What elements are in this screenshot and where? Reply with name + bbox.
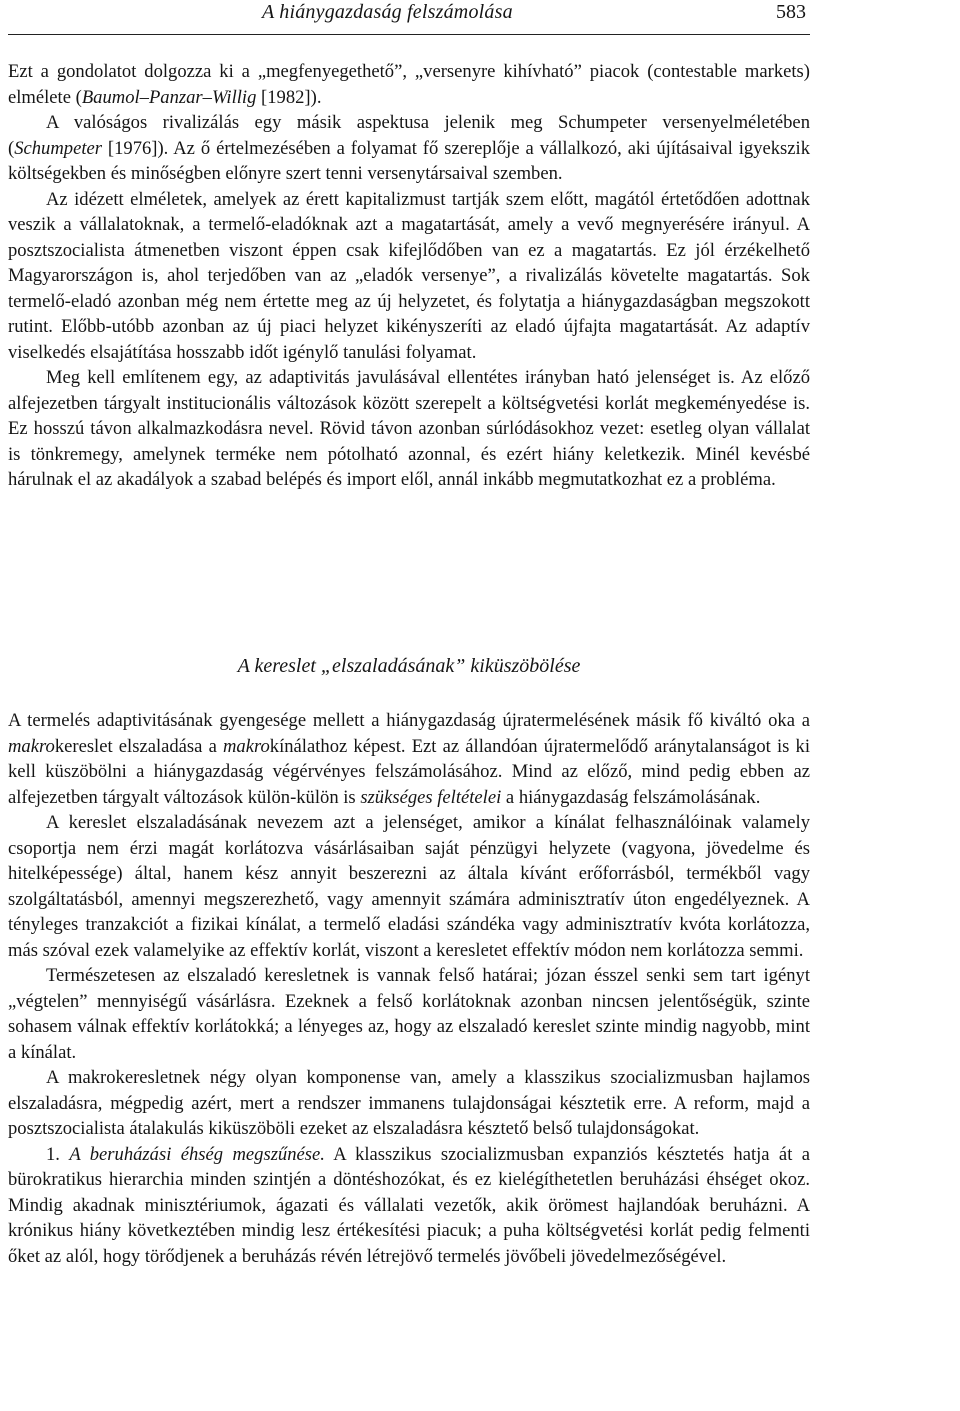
page-number: 583 (776, 1, 806, 23)
citation-author: Schumpeter (14, 137, 102, 159)
paragraph: A valóságos rivalizálás egy másik aspektusa jelenik meg Schumpeter versenyelméletében (Schumpeter [1976]). Az ő értelmezésében a folyamat fő szereplője a vállalkozó, aki újításaival igyekszik költségekben és minőségben előnyre szert tenni versenytársaival szemben. (8, 112, 810, 184)
paragraph: A makrokeresletnek négy olyan komponense van, amely a klasszikus szocializmusban hajlamos elszaladásra, mégpedig azért, mert a rendszer immanens tulajdonságai késztetik erre. A reform, majd a posztszocialista átalakulás kiküszöböli ezeket az elszaladásra késztető belső tulajdonságokat. (8, 1067, 810, 1139)
section-body-2 (8, 708, 810, 1269)
paragraph: A kereslet elszaladásának nevezem azt a jelenséget, amikor a kínálat felhasználóinak valamely csoportja nem érzi magát korlátozva vásárlásaiban saját pénzügyi helyzete (vagyona, jövedelme és hitelképessége) által, hanem kész annyit beszerezni az általa kívánt erőforrásból, termékből vagy szolgáltatásból, amennyi megszerezhető, vagy amennyit számára adminisztratív úton engedélyeznek. A tényleges tranzakciót a fizikai kínálat, a termelő eladási szándéka vagy adminisztratív kvóta korlátozza, más szóval ezek valamelyike az effektív korlát, viszont a keresletet effektív módon nem korlátozza semmi. (8, 812, 810, 961)
emphasis: szükséges feltételei (360, 786, 502, 808)
paragraph: Meg kell említenem egy, az adaptivitás javulásával ellentétes irányban ható jelenséget is. Az előző alfejezetben tárgyalt institucionális változások között szerepelt a költségvetési korlát megkeményedése is. Ez hosszú távon alkalmazkodásra nevel. Rövid távon azonban súrlódásokhoz vezet: esetleg olyan vállalat is tönkremegy, amelynek terméke nem pótolható azonnal, és ezért hiány keletkezik. Minél kevésbé hárulnak el az akadályok a szabad belépés és import elől, annál inkább megmutatkozhat ez a probléma. (8, 367, 810, 490)
paragraph: Ezt a gondolatot dolgozza ki a „megfenyegethető”, „versenyre kihívható” piacok (contestable markets) elmélete (Baumol–Panzar–Willig [1982]). (8, 61, 810, 108)
section-heading: A kereslet „elszaladásának” kiküszöbölése (237, 655, 581, 677)
paragraph: A termelés adaptivitásának gyengesége mellett a hiánygazdaság újratermelésének másik fő kiváltó oka a makrokereslet elszaladása a makrokínálathoz képest. Ezt az állandóan újratermelődő aránytalanságot is ki kell küszöbölni a hiánygazdaság végérvényes felszámolásához. Mind az előző, mind pedig ebben az alfejezetben tárgyalt változások külön-külön is szükséges feltételei a hiánygazdaság felszámolásának. (8, 710, 810, 808)
paragraph: Természetesen az elszaladó keresletnek is vannak felső határai; józan ésszel senki sem tart igényt „végtelen” mennyiségű vásárlásra. Ezeknek a felső korlátoknak azonban nincsen jelentőségük, szinte sohasem válnak effektív korlátokká; a lényeges az, hogy az elszaladó kereslet szinte mindig nagyobb, mint a kínálat. (8, 965, 810, 1063)
running-head (8, 0, 810, 35)
section-body-1 (8, 59, 810, 493)
paragraph: Az idézett elméletek, amelyek az érett kapitalizmust tartják szem előtt, magától értetődően adottnak veszik a vállalatoknak, a termelő-eladóknak azt a magatartását, amely a vevő megnyerésére irányul. A posztszocialista átmenetben viszont éppen csak kifejlődőben van ez a magatartás. Ez jól érzékelhető Magyarországon is, ahol terjedőben van az „eladók versenye”, a rivalizálás követelte magatartás. Sok termelő-eladó azonban még nem értette meg az új helyzetet, és folytatja a hiánygazdaságban megszokott rutint. Előbb-utóbb azonban az új piaci helyzet kikényszeríti az eladó újfajta magatartását. Az adaptív viselkedés elsajátítása hosszabb időt igénylő tanulási folyamat. (8, 188, 810, 363)
citation-authors: Baumol–Panzar–Willig (81, 86, 257, 108)
numbered-paragraph: 1. A beruházási éhség megszűnése. A klasszikus szocializmusban expanziós késztetés hatja át a bürokratikus hierarchia minden szintjén a döntéshozókat, és ez kielégíthetetlen beruházási éhséget okoz. Mindig akadnak minisztériumok, ágazati és vállalati vezetők, akik örömest hajlandóak beruházni. A krónikus hiány következtében mindig lesz értékesítési piacuk; a puha költségvetési korlát pedig felmenti őket az alól, hogy törődjenek a beruházás révén létrejövő termelés jövőbeli jövedelmezőségével. (8, 1143, 810, 1267)
running-head-title: A hiánygazdaság felszámolása (262, 1, 513, 23)
subheading: A beruházási éhség megszűnése. (69, 1143, 325, 1165)
